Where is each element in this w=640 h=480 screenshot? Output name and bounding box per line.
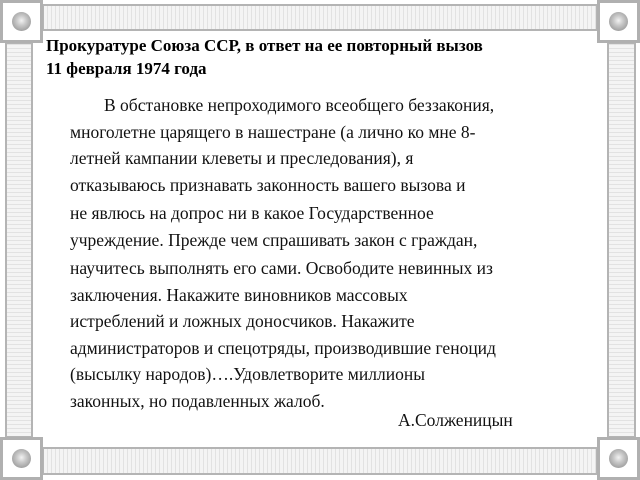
body-line: (высылку народов)….Удовлетворите миллионы: [70, 364, 425, 384]
title-line-2: 11 февраля 1974 года: [46, 59, 207, 78]
body-line: многолетне царящего в нашестране (а лично ко мне 8-: [70, 121, 476, 142]
body-line: не явлюсь на допрос ни в какое Государственное: [70, 203, 434, 223]
body-line: научитесь выполнять его сами. Освободите невинных из: [70, 258, 493, 278]
document-title: [46, 34, 606, 80]
sphere-icon: [12, 12, 31, 31]
body-line: администраторов и спецотряды, производившие геноцид: [70, 337, 496, 358]
body-line: учреждение. Прежде чем спрашивать закон с граждан,: [70, 229, 478, 250]
body-line: летней кампании клеветы и преследования), я: [70, 148, 414, 168]
sphere-icon: [609, 12, 628, 31]
frame-corner-bottom-left: [0, 437, 43, 480]
body-line: отказываюсь признавать законность вашего вызова и: [70, 174, 466, 195]
frame-corner-top-left: [0, 0, 43, 43]
body-line: законных, но подавленных жалоб.: [70, 390, 325, 411]
body-line: заключения. Накажите виновников массовых: [70, 284, 408, 305]
frame-bottom-bar: [42, 447, 598, 475]
sphere-icon: [609, 449, 628, 468]
body-line: истреблений и ложных доносчиков. Накажите: [70, 311, 415, 331]
frame-top-bar: [42, 4, 598, 31]
sphere-icon: [12, 449, 31, 468]
frame-right-bar: [607, 42, 636, 438]
signature: А.Солженицын: [398, 410, 513, 430]
title-line-1: Прокуратуре Союза ССР, в ответ на ее повторный вызов: [46, 36, 483, 55]
frame-corner-bottom-right: [597, 437, 640, 480]
letter-body: [70, 92, 610, 414]
body-line: В обстановке непроходимого всеобщего беззакония,: [104, 95, 495, 115]
frame-left-bar: [5, 42, 33, 438]
